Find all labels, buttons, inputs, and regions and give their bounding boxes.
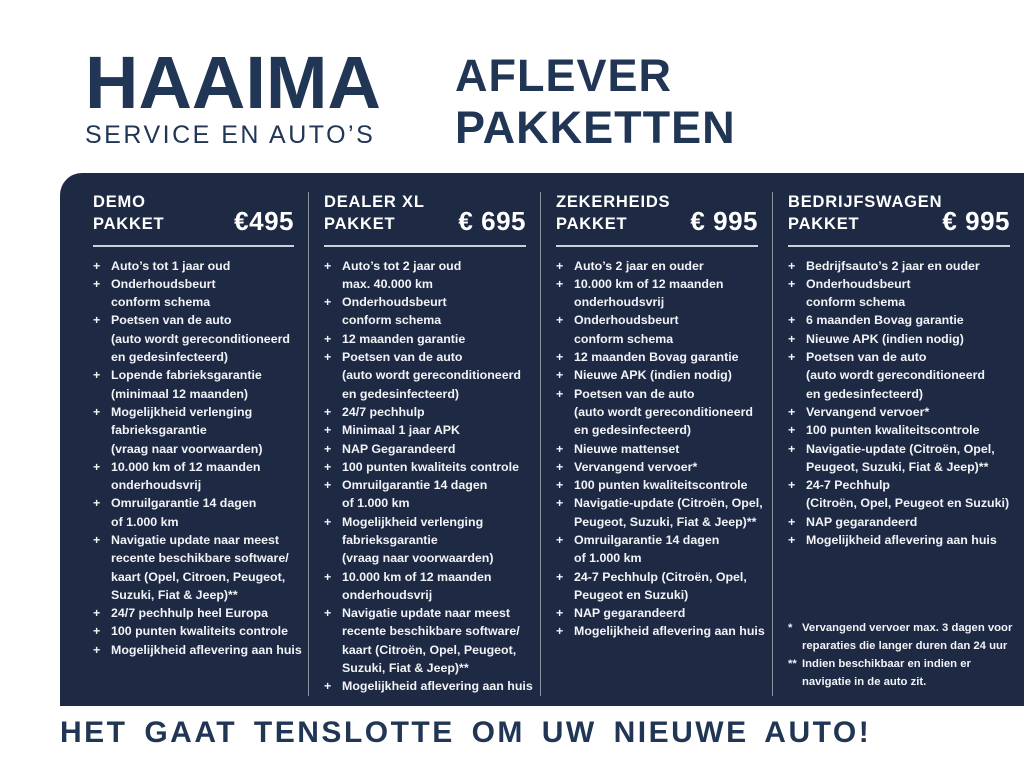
page-title-line-1: AFLEVER bbox=[455, 50, 673, 101]
package-item-line: 100 punten kwaliteitscontrole bbox=[574, 478, 748, 493]
package-item-line: en gedesinfecteerd) bbox=[806, 386, 924, 401]
plus-icon: + bbox=[556, 368, 564, 383]
package-item bbox=[556, 348, 766, 366]
package-item-line: Navigatie update naar meest bbox=[111, 532, 280, 547]
brand-tagline: SERVICE EN AUTO’S bbox=[85, 121, 376, 149]
plus-icon: + bbox=[324, 679, 332, 694]
package-item-line: NAP Gegarandeerd bbox=[342, 441, 456, 456]
package-item-line: Suzuki, Fiat & Jeep)** bbox=[342, 661, 469, 676]
brand-logo bbox=[85, 41, 381, 150]
package-item bbox=[556, 494, 766, 531]
package-item bbox=[788, 330, 1018, 348]
package-item-line: Auto’s tot 1 jaar oud bbox=[111, 258, 231, 273]
package-item-line: (minimaal 12 maanden) bbox=[111, 386, 249, 401]
package-item bbox=[788, 348, 1018, 403]
package-item bbox=[93, 604, 302, 622]
package-header bbox=[93, 192, 302, 236]
package-item-line: fabrieksgarantie bbox=[342, 532, 438, 547]
package-item-line: 24-7 Pechhulp bbox=[806, 478, 891, 493]
footnote-line: Indien beschikbaar en indien er bbox=[802, 658, 971, 671]
package-item-line: Bedrijfsauto’s 2 jaar en ouder bbox=[806, 258, 980, 273]
header-divider-rule bbox=[324, 245, 526, 247]
plus-icon: + bbox=[324, 423, 332, 438]
package-title-line: DEMO bbox=[93, 193, 146, 211]
plus-icon: + bbox=[556, 350, 564, 365]
package-item-line: conform schema bbox=[342, 313, 442, 328]
plus-icon: + bbox=[93, 642, 101, 657]
plus-icon: + bbox=[556, 386, 564, 401]
package-column-2 bbox=[308, 192, 540, 696]
plus-icon: + bbox=[556, 441, 564, 456]
package-price: € 995 bbox=[690, 205, 758, 236]
brand-name: HAAIMA bbox=[85, 41, 381, 124]
package-item-line: Mogelijkheid aflevering aan huis bbox=[342, 679, 533, 694]
package-item-line: Vervangend vervoer* bbox=[574, 459, 698, 474]
package-item-line: 6 maanden Bovag garantie bbox=[806, 313, 964, 328]
package-item bbox=[324, 257, 534, 294]
plus-icon: + bbox=[556, 258, 564, 273]
package-item bbox=[324, 293, 534, 330]
package-item bbox=[93, 403, 302, 458]
plus-icon: + bbox=[93, 624, 101, 639]
package-item-line: 24/7 pechhulp bbox=[342, 404, 425, 419]
plus-icon: + bbox=[93, 276, 101, 291]
plus-icon: + bbox=[788, 441, 796, 456]
package-item-line: Navigatie update naar meest bbox=[342, 606, 511, 621]
plus-icon: + bbox=[788, 350, 796, 365]
plus-icon: + bbox=[556, 459, 564, 474]
plus-icon: + bbox=[788, 404, 796, 419]
footnote bbox=[788, 655, 1018, 691]
package-item bbox=[324, 330, 534, 348]
plus-icon: + bbox=[788, 532, 796, 547]
package-item bbox=[324, 458, 534, 476]
package-item-line: conform schema bbox=[574, 331, 674, 346]
packages-panel bbox=[60, 173, 1024, 706]
package-item bbox=[556, 385, 766, 440]
package-item-line: Mogelijkheid aflevering aan huis bbox=[111, 642, 302, 657]
package-item-list bbox=[93, 257, 302, 660]
package-title-line: PAKKET bbox=[788, 214, 860, 233]
package-item-line: Lopende fabrieksgarantie bbox=[111, 368, 262, 383]
package-price: €495 bbox=[234, 205, 294, 236]
package-item bbox=[788, 311, 1018, 329]
package-item bbox=[556, 531, 766, 568]
package-price: € 695 bbox=[458, 205, 526, 236]
plus-icon: + bbox=[788, 423, 796, 438]
package-item bbox=[324, 476, 534, 513]
plus-icon: + bbox=[324, 350, 332, 365]
package-item-line: of 1.000 km bbox=[342, 496, 410, 511]
package-item-line: Vervangend vervoer* bbox=[806, 404, 930, 419]
plus-icon: + bbox=[324, 258, 332, 273]
package-item bbox=[556, 604, 766, 622]
package-item-line: max. 40.000 km bbox=[342, 276, 433, 291]
package-item-line: Onderhoudsbeurt bbox=[806, 276, 911, 291]
package-item-line: en gedesinfecteerd) bbox=[342, 386, 460, 401]
package-item-line: Auto’s 2 jaar en ouder bbox=[574, 258, 704, 273]
package-item bbox=[556, 275, 766, 312]
package-item bbox=[788, 257, 1018, 275]
package-item-line: Mogelijkheid aflevering aan huis bbox=[574, 624, 765, 639]
package-item bbox=[788, 531, 1018, 549]
plus-icon: + bbox=[788, 331, 796, 346]
plus-icon: + bbox=[556, 532, 564, 547]
package-title-line: PAKKET bbox=[324, 214, 396, 233]
plus-icon: + bbox=[93, 532, 101, 547]
package-item bbox=[93, 531, 302, 604]
package-item-line: of 1.000 km bbox=[111, 514, 179, 529]
plus-icon: + bbox=[788, 276, 796, 291]
package-title-line: ZEKERHEIDS bbox=[556, 193, 671, 211]
package-item bbox=[324, 421, 534, 439]
package-item-line: onderhoudsvrij bbox=[574, 295, 665, 310]
package-item-line: 10.000 km of 12 maanden bbox=[342, 569, 492, 584]
plus-icon: + bbox=[324, 514, 332, 529]
plus-icon: + bbox=[324, 404, 332, 419]
plus-icon: + bbox=[788, 258, 796, 273]
page-title bbox=[455, 50, 736, 154]
package-item bbox=[556, 366, 766, 384]
plus-icon: + bbox=[93, 368, 101, 383]
plus-icon: + bbox=[556, 496, 564, 511]
package-item-line: Mogelijkheid aflevering aan huis bbox=[806, 532, 997, 547]
package-item-line: Suzuki, Fiat & Jeep)** bbox=[111, 587, 238, 602]
package-header bbox=[788, 192, 1018, 236]
package-item-line: Nieuwe mattenset bbox=[574, 441, 680, 456]
plus-icon: + bbox=[556, 569, 564, 584]
package-item-line: of 1.000 km bbox=[574, 551, 642, 566]
package-item bbox=[324, 677, 534, 695]
package-item-line: recente beschikbare software/ bbox=[111, 551, 289, 566]
plus-icon: + bbox=[324, 606, 332, 621]
package-item-line: Minimaal 1 jaar APK bbox=[342, 423, 460, 438]
package-item bbox=[324, 568, 534, 605]
package-item-line: Poetsen van de auto bbox=[111, 313, 232, 328]
plus-icon: + bbox=[788, 514, 796, 529]
plus-icon: + bbox=[324, 478, 332, 493]
package-item-line: 12 maanden garantie bbox=[342, 331, 466, 346]
package-item bbox=[324, 604, 534, 677]
header-divider-rule bbox=[93, 245, 294, 247]
package-column-1 bbox=[60, 192, 308, 696]
package-item-line: Navigatie-update (Citroën, Opel, bbox=[806, 441, 995, 456]
package-item bbox=[324, 513, 534, 568]
plus-icon: + bbox=[788, 478, 796, 493]
package-item bbox=[788, 403, 1018, 421]
plus-icon: + bbox=[93, 459, 101, 474]
package-item bbox=[556, 311, 766, 348]
package-item bbox=[788, 275, 1018, 312]
package-item-line: Poetsen van de auto bbox=[342, 350, 463, 365]
package-item bbox=[788, 476, 1018, 513]
package-item-line: Nieuwe APK (indien nodig) bbox=[806, 331, 964, 346]
package-item-line: conform schema bbox=[111, 295, 211, 310]
header-divider-rule bbox=[556, 245, 758, 247]
package-item bbox=[556, 622, 766, 640]
package-item-line: (auto wordt gereconditioneerd bbox=[342, 368, 521, 383]
package-item-line: conform schema bbox=[806, 295, 906, 310]
package-item-line: Omruilgarantie 14 dagen bbox=[342, 478, 488, 493]
footnote-marker: ** bbox=[788, 658, 797, 671]
plus-icon: + bbox=[93, 404, 101, 419]
package-item-line: Omruilgarantie 14 dagen bbox=[574, 532, 720, 547]
package-item bbox=[93, 458, 302, 495]
plus-icon: + bbox=[556, 624, 564, 639]
package-item-line: Auto’s tot 2 jaar oud bbox=[342, 258, 462, 273]
package-item-line: (auto wordt gereconditioneerd bbox=[111, 331, 290, 346]
package-item bbox=[93, 257, 302, 275]
package-item-line: Onderhoudsbeurt bbox=[111, 276, 216, 291]
package-header bbox=[324, 192, 534, 236]
package-item-line: 10.000 km of 12 maanden bbox=[574, 276, 724, 291]
package-item bbox=[324, 440, 534, 458]
package-item-line: fabrieksgarantie bbox=[111, 423, 207, 438]
plus-icon: + bbox=[324, 331, 332, 346]
plus-icon: + bbox=[324, 441, 332, 456]
package-item bbox=[93, 366, 302, 403]
package-item bbox=[93, 641, 302, 659]
package-item bbox=[556, 458, 766, 476]
package-item-line: (vraag naar voorwaarden) bbox=[111, 441, 263, 456]
package-item-line: Peugeot, Suzuki, Fiat & Jeep)** bbox=[574, 514, 757, 529]
package-title-line: PAKKET bbox=[93, 214, 165, 233]
package-item bbox=[788, 513, 1018, 531]
package-item bbox=[324, 403, 534, 421]
package-item bbox=[788, 440, 1018, 477]
plus-icon: + bbox=[556, 313, 564, 328]
package-header bbox=[556, 192, 766, 236]
plus-icon: + bbox=[93, 313, 101, 328]
package-item-list bbox=[788, 257, 1018, 550]
header-divider-rule bbox=[788, 245, 1010, 247]
package-item bbox=[556, 257, 766, 275]
package-item-line: 100 punten kwaliteitscontrole bbox=[806, 423, 980, 438]
package-item-line: 10.000 km of 12 maanden bbox=[111, 459, 261, 474]
package-item bbox=[788, 421, 1018, 439]
package-item-line: kaart (Citroën, Opel, Peugeot, bbox=[342, 642, 517, 657]
package-item-line: Poetsen van de auto bbox=[806, 350, 927, 365]
footnote-line: navigatie in de auto zit. bbox=[802, 676, 927, 689]
package-item-line: Mogelijkheid verlenging bbox=[111, 404, 253, 419]
package-item-line: (auto wordt gereconditioneerd bbox=[806, 368, 985, 383]
package-item-line: (vraag naar voorwaarden) bbox=[342, 551, 494, 566]
package-item-line: NAP gegarandeerd bbox=[806, 514, 918, 529]
package-item-line: 100 punten kwaliteits controle bbox=[111, 624, 288, 639]
footnotes bbox=[788, 619, 1018, 691]
package-item-line: recente beschikbare software/ bbox=[342, 624, 520, 639]
package-item-line: 24-7 Pechhulp (Citroën, Opel, bbox=[574, 569, 747, 584]
plus-icon: + bbox=[556, 606, 564, 621]
package-item bbox=[556, 568, 766, 605]
package-item-line: Navigatie-update (Citroën, Opel, bbox=[574, 496, 763, 511]
plus-icon: + bbox=[93, 606, 101, 621]
plus-icon: + bbox=[556, 478, 564, 493]
plus-icon: + bbox=[788, 313, 796, 328]
package-item bbox=[324, 348, 534, 403]
package-item-line: Omruilgarantie 14 dagen bbox=[111, 496, 257, 511]
package-item-line: Onderhoudsbeurt bbox=[574, 313, 679, 328]
package-column-3 bbox=[540, 192, 772, 696]
package-item-line: 100 punten kwaliteits controle bbox=[342, 459, 519, 474]
footnote bbox=[788, 619, 1018, 655]
package-item-line: 12 maanden Bovag garantie bbox=[574, 350, 739, 365]
package-item bbox=[556, 476, 766, 494]
package-item bbox=[93, 311, 302, 366]
footnote-marker: * bbox=[788, 622, 793, 635]
package-item bbox=[93, 494, 302, 531]
package-price: € 995 bbox=[942, 205, 1010, 236]
package-item bbox=[556, 440, 766, 458]
package-item-line: onderhoudsvrij bbox=[342, 587, 433, 602]
footnote-line: Vervangend vervoer max. 3 dagen voor bbox=[802, 622, 1013, 635]
package-item-line: Nieuwe APK (indien nodig) bbox=[574, 368, 732, 383]
package-item-line: Mogelijkheid verlenging bbox=[342, 514, 484, 529]
footnote-line: reparaties die langer duren dan 24 uur bbox=[802, 640, 1008, 653]
package-column-4 bbox=[772, 192, 1024, 696]
package-item-line: (Citroën, Opel, Peugeot en Suzuki) bbox=[806, 496, 1010, 511]
plus-icon: + bbox=[324, 459, 332, 474]
package-item-line: 24/7 pechhulp heel Europa bbox=[111, 606, 268, 621]
page-title-line-2: PAKKETTEN bbox=[455, 101, 736, 153]
package-item bbox=[93, 275, 302, 312]
package-item-list bbox=[324, 257, 534, 696]
package-title-line: PAKKET bbox=[556, 214, 628, 233]
plus-icon: + bbox=[93, 258, 101, 273]
package-item-line: Peugeot, Suzuki, Fiat & Jeep)** bbox=[806, 459, 989, 474]
package-item-line: (auto wordt gereconditioneerd bbox=[574, 404, 753, 419]
package-item-line: kaart (Opel, Citroen, Peugeot, bbox=[111, 569, 286, 584]
package-item-list bbox=[556, 257, 766, 641]
package-item-line: Onderhoudsbeurt bbox=[342, 295, 447, 310]
package-title-line: BEDRIJFSWAGEN bbox=[788, 193, 943, 211]
package-item-line: en gedesinfecteerd) bbox=[574, 423, 692, 438]
package-item bbox=[93, 622, 302, 640]
package-item-line: en gedesinfecteerd) bbox=[111, 350, 229, 365]
plus-icon: + bbox=[324, 569, 332, 584]
package-item-line: onderhoudsvrij bbox=[111, 478, 202, 493]
package-item-line: Poetsen van de auto bbox=[574, 386, 695, 401]
plus-icon: + bbox=[93, 496, 101, 511]
package-title-line: DEALER XL bbox=[324, 193, 425, 211]
package-item-line: NAP gegarandeerd bbox=[574, 606, 686, 621]
packages-columns bbox=[60, 173, 1024, 706]
package-item-line: Peugeot en Suzuki) bbox=[574, 587, 689, 602]
plus-icon: + bbox=[324, 295, 332, 310]
footer-slogan: HET GAAT TENSLOTTE OM UW NIEUWE AUTO! bbox=[60, 716, 872, 749]
plus-icon: + bbox=[556, 276, 564, 291]
